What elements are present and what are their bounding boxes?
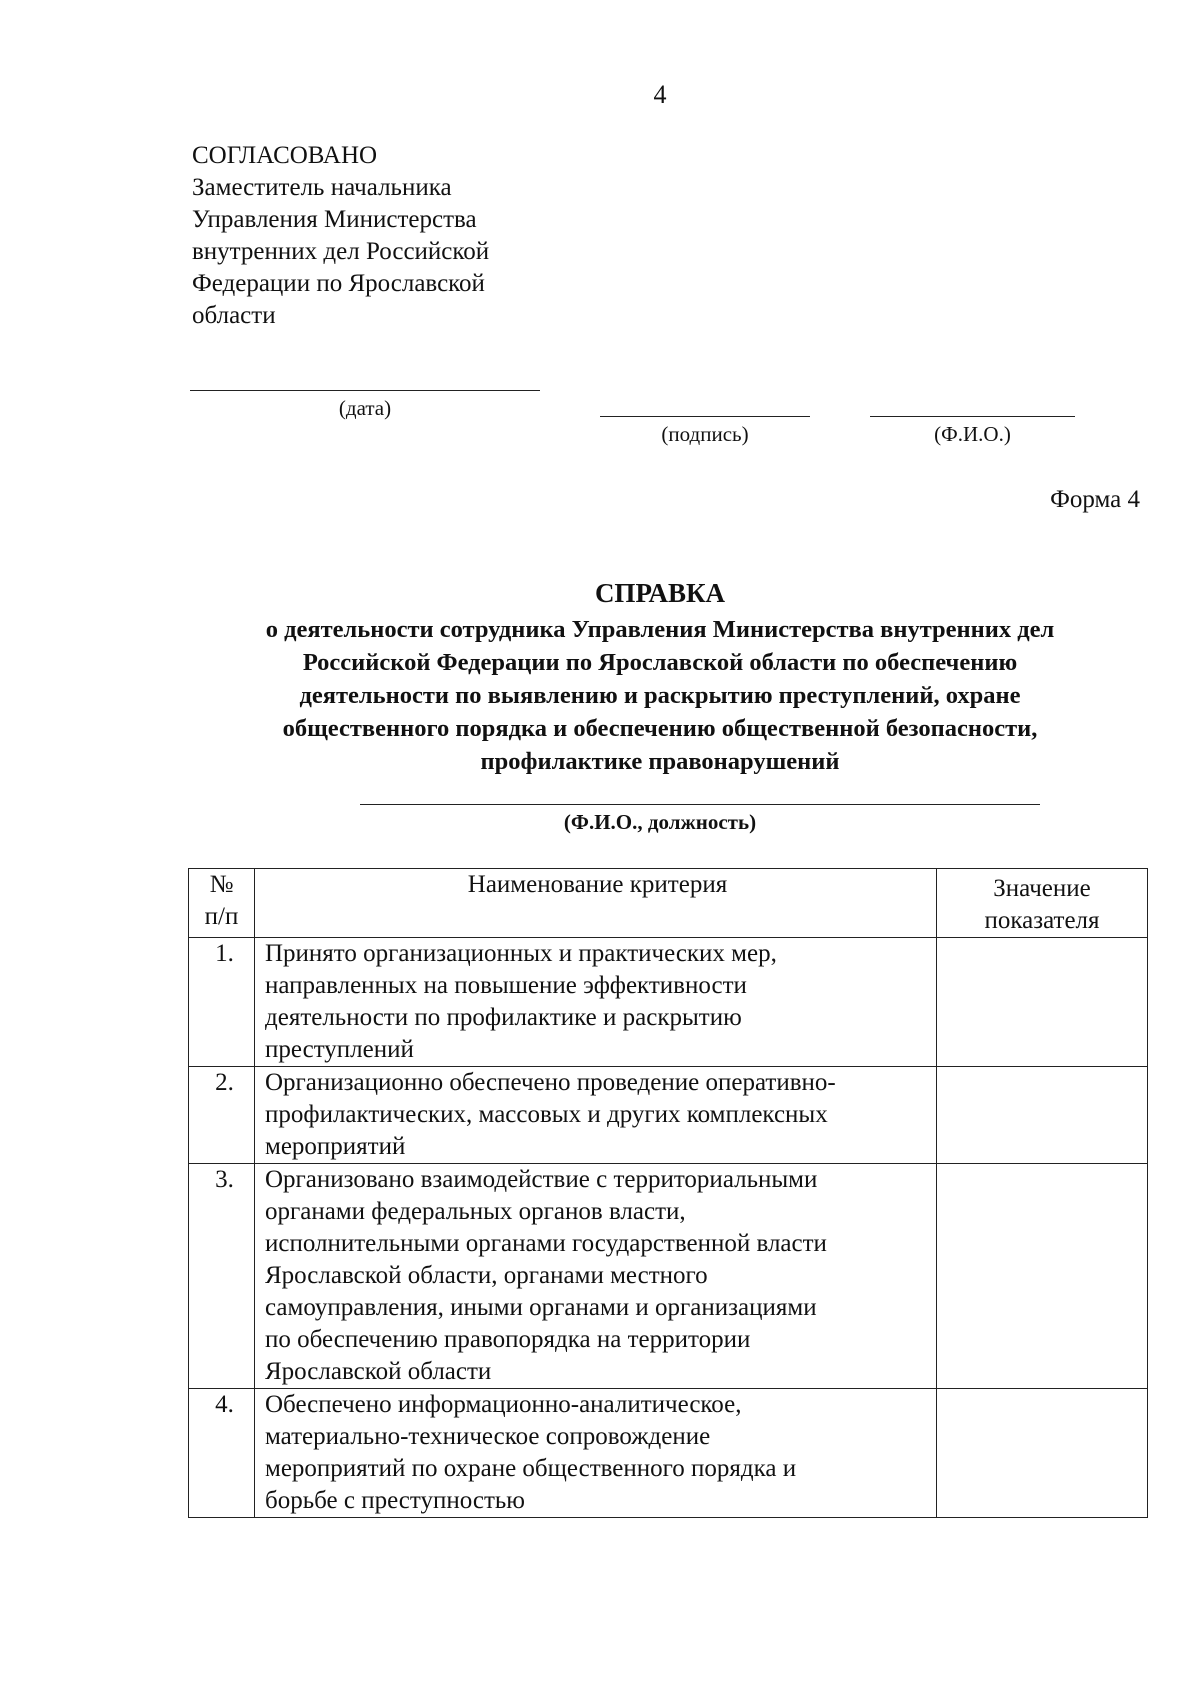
criterion-line: мероприятий bbox=[265, 1133, 406, 1160]
table-row bbox=[189, 1389, 1148, 1518]
criterion-line: по обеспечению правопорядка на территории bbox=[265, 1326, 751, 1353]
table-row bbox=[189, 938, 1148, 1067]
criterion-line: исполнительными органами государственной власти bbox=[265, 1230, 827, 1257]
document-subtitle bbox=[150, 613, 1170, 778]
criterion-line: Ярославской области bbox=[265, 1358, 492, 1385]
page-number: 4 bbox=[653, 80, 667, 109]
criterion-line: самоуправления, иными органами и организациями bbox=[265, 1294, 817, 1321]
criterion-line: мероприятий по охране общественного порядка и bbox=[265, 1455, 797, 1482]
criterion-text bbox=[255, 938, 937, 1067]
indicator-value-cell bbox=[937, 938, 1148, 1067]
approval-line: области bbox=[192, 302, 276, 329]
subtitle-line: деятельности по выявлению и раскрытию преступлений, охране bbox=[299, 682, 1021, 709]
approval-line: внутренних дел Российской bbox=[192, 238, 490, 265]
criteria-table bbox=[188, 868, 1148, 1518]
criterion-text bbox=[255, 1164, 937, 1389]
criterion-text bbox=[255, 1389, 937, 1518]
header-number bbox=[189, 869, 255, 938]
subtitle-line: общественного порядка и обеспечению общественной безопасности, bbox=[282, 715, 1038, 742]
criterion-line: преступлений bbox=[265, 1036, 414, 1063]
header-number-line: № bbox=[209, 871, 234, 898]
indicator-value-cell bbox=[937, 1389, 1148, 1518]
fio-caption: (Ф.И.О., должность) bbox=[563, 810, 757, 834]
criterion-text bbox=[255, 1067, 937, 1164]
header-value-line: Значение bbox=[993, 875, 1091, 902]
criterion-line: Ярославской области, органами местного bbox=[265, 1262, 708, 1289]
table-header-row bbox=[189, 869, 1148, 938]
criterion-line: борьбе с преступностью bbox=[265, 1487, 525, 1514]
criterion-line: деятельности по профилактике и раскрытию bbox=[265, 1004, 742, 1031]
row-number: 4. bbox=[189, 1389, 255, 1518]
criterion-line: Принято организационных и практических мер, bbox=[265, 940, 777, 967]
criterion-line: Обеспечено информационно-аналитическое, bbox=[265, 1391, 742, 1418]
form-label: Форма 4 bbox=[1050, 486, 1140, 513]
criterion-line: Организовано взаимодействие с территориальными bbox=[265, 1166, 818, 1193]
row-number: 3. bbox=[189, 1164, 255, 1389]
date-caption: (дата) bbox=[338, 396, 392, 420]
header-number-line: п/п bbox=[204, 903, 239, 930]
name-caption: (Ф.И.О.) bbox=[934, 422, 1011, 446]
criterion-line: органами федеральных органов власти, bbox=[265, 1198, 686, 1225]
table-row bbox=[189, 1164, 1148, 1389]
fio-line bbox=[360, 804, 1040, 805]
subtitle-line: профилактике правонарушений bbox=[480, 748, 840, 775]
row-number: 1. bbox=[189, 938, 255, 1067]
criterion-line: материально-техническое сопровождение bbox=[265, 1423, 711, 1450]
criterion-line: Организационно обеспечено проведение оперативно- bbox=[265, 1069, 836, 1096]
approval-heading: СОГЛАСОВАНО bbox=[192, 142, 378, 169]
approval-line: Заместитель начальника bbox=[192, 174, 452, 201]
table-row bbox=[189, 1067, 1148, 1164]
header-value-line: показателя bbox=[984, 907, 1100, 934]
date-line bbox=[190, 390, 540, 391]
indicator-value-cell bbox=[937, 1067, 1148, 1164]
header-indicator-value bbox=[937, 869, 1148, 938]
criterion-line: направленных на повышение эффективности bbox=[265, 972, 747, 999]
criterion-line: профилактических, массовых и других комплексных bbox=[265, 1101, 828, 1128]
signature-line bbox=[600, 416, 810, 417]
name-line bbox=[870, 416, 1075, 417]
indicator-value-cell bbox=[937, 1164, 1148, 1389]
subtitle-line: Российской Федерации по Ярославской области по обеспечению bbox=[302, 649, 1018, 676]
signature-caption: (подпись) bbox=[661, 422, 749, 446]
document-title: СПРАВКА bbox=[594, 578, 726, 608]
subtitle-line: о деятельности сотрудника Управления Министерства внутренних дел bbox=[265, 616, 1055, 643]
row-number: 2. bbox=[189, 1067, 255, 1164]
header-criterion-name: Наименование критерия bbox=[255, 869, 937, 938]
approval-line: Федерации по Ярославской bbox=[192, 270, 485, 297]
approval-line: Управления Министерства bbox=[192, 206, 477, 233]
approval-block bbox=[192, 140, 489, 332]
